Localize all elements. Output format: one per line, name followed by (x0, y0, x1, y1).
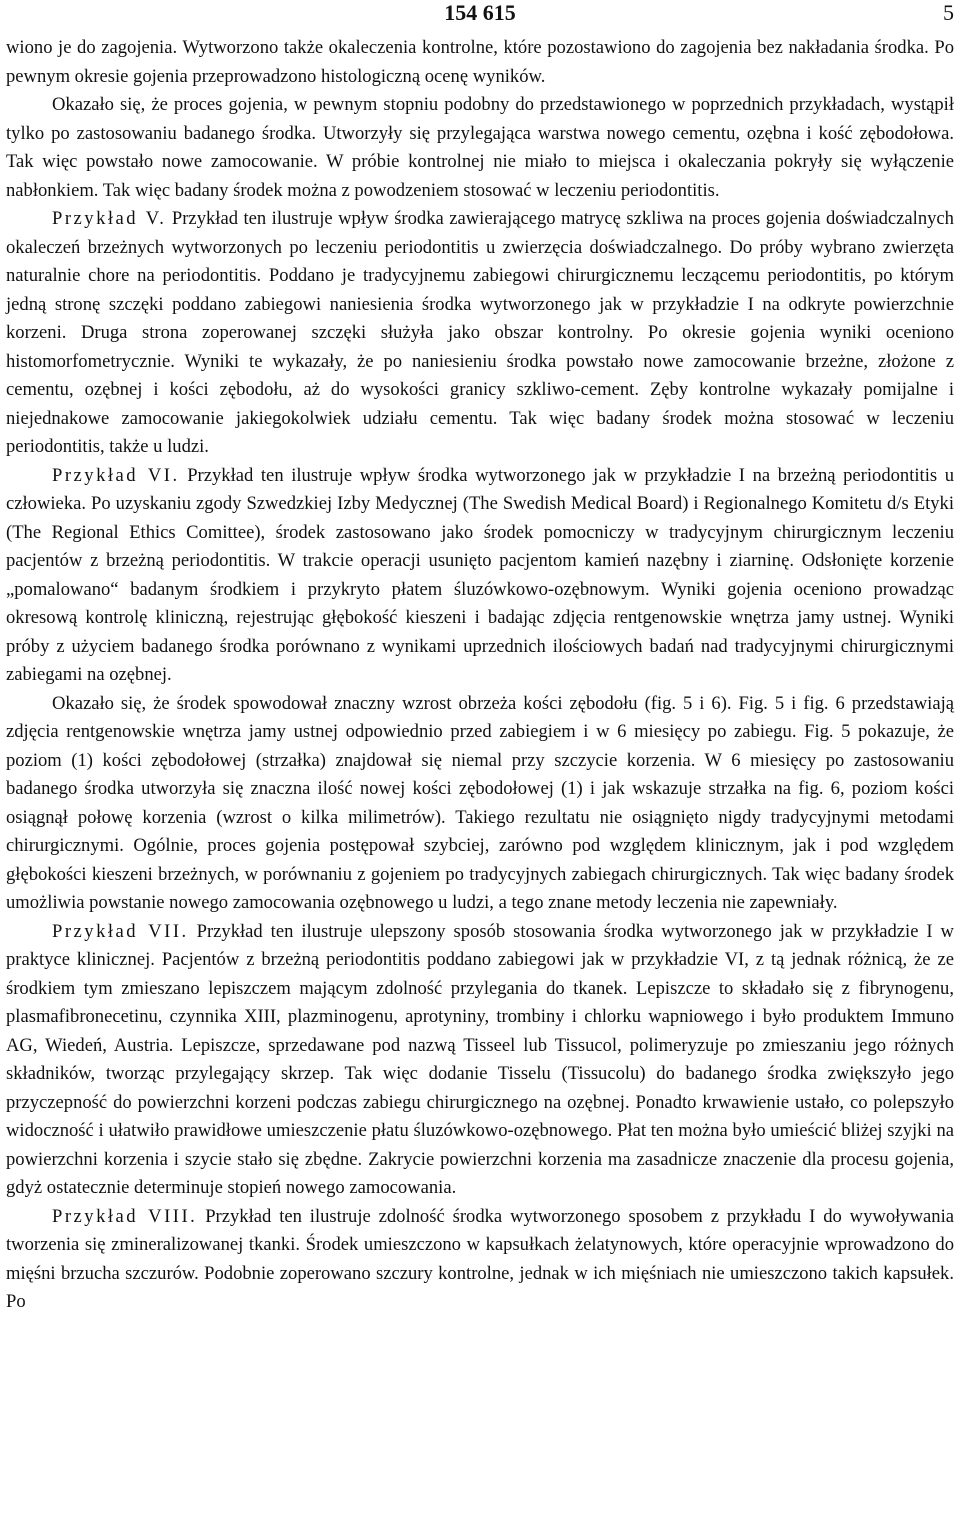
paragraph-example-vi (6, 462, 954, 690)
example-heading: Przykład VIII. (52, 1205, 198, 1227)
body-text (6, 34, 954, 1317)
paragraph-text: Okazało się, że środek spowodował znaczny wzrost obrzeża kości zębodołu (fig. 5 i 6). Fig. 5 i fig. 6 przedstawiają zdjęcia rentgenowskie wnętrza jamy ustnej odpowiednio przed zabiegiem i w 6 miesięcy po zabiegu. Fig. 5 pokazuje, że poziom (1) kości zębodołowej (strzałka) znajdował się niemal przy szczycie korzenia. W 6 miesięcy po zastosowaniu badanego środka utworzyła się znaczna ilość nowej kości zębodołowej (1) i jak wskazuje strzałka na fig. 6, poziom kości osiągnął połowę korzenia (wzrost o kilka milimetrów). Takiego rezultatu nie osiągnięto nigdy tradycyjnymi metodami chirurgicznymi. Ogólnie, proces gojenia postępował szybciej, zarówno pod względem klinicznym, jak i pod względem głębokości kieszeni brzeżnych, w porównaniu z gojeniem po tradycyjnych zabiegach chirurgicznych. Tak więc badany środek umożliwia powstanie nowego zamocowania ozębnowego u ludzi, a tego znane metody leczenia nie zapewniały. (6, 692, 954, 913)
patent-number: 154 615 (444, 0, 516, 25)
page-number: 5 (943, 0, 954, 25)
paragraph-text: Przykład ten ilustruje ulepszony sposób stosowania środka wytworzonego jak w przykładzie I w praktyce klinicznej. Pacjentów z brzeżną periodontitis poddano zabiegowi jak w przykładzie VI, z tą jednak różnicą, że ze środkiem tym zmieszano lepiszczem mającym zdolność przylegania do tkanek. Lepiszcze to składało się z fibrynogenu, plasmafibronecetinu, czynnika XIII, plazminogenu, aprotyniny, trombiny i chlorku wapniowego i było produktem Immuno AG, Wiedeń, Austria. Lepiszcze, sprzedawane pod nazwą Tisseel lub Tissucol, polimeryzuje po zmieszaniu jego różnych składników, tworząc przylegający skrzep. Tak więc dodanie Tisselu (Tissucolu) do badanego środka zwiększyło jego przyczepność do powierzchni korzeni podczas zabiegu chirurgicznego na ozębnej. Ponadto krwawienie ustało, co polepszyło widoczność i ułatwiło prawidłowe umieszczenie płatu śluzówkowo-ozębnowego. Płat ten można było umieścić bliżej szyjki na powierzchni korzenia i szycie stało się zbędne. Zakrycie powierzchni korzenia ma zasadnicze znaczenie dla procesu gojenia, gdyż ostatecznie determinuje stopień nowego zamocowania. (6, 920, 954, 1198)
paragraph-text: Przykład ten ilustruje zdolność środka wytworzonego sposobem z przykładu I do wywoływania tworzenia się zmineralizowanej tkanki. Środek umieszczono w kapsułkach żelatynowych, które operacyjnie wprowadzono do mięśni brzucha szczurów. Podobnie zoperowano szczury kontrolne, jednak w ich mięśniach nie umieszczono takich kapsułek. Po (6, 1205, 954, 1312)
paragraph-text: Okazało się, że proces gojenia, w pewnym stopniu podobny do przedstawionego w poprzednich przykładach, wystąpił tylko po zastosowaniu badanego środka. Utworzyły się przylegająca warstwa nowego cementu, ozębna i kość zębodołowa. Tak więc powstało nowe zamocowanie. W próbie kontrolnej nie miało to miejsca i okaleczania pokryły się wyłączenie nabłonkiem. Tak więc badany środek można z powodzeniem stosować w leczeniu periodontitis. (6, 94, 954, 201)
paragraph-1 (6, 34, 954, 91)
paragraph-results (6, 690, 954, 918)
paragraph-text: Przykład ten ilustruje wpływ środka zawierającego matrycę szkliwa na proces gojenia doświadczalnych okaleczeń brzeżnych wytworzonych po leczeniu periodontitis u zwierzęcia doświadczalnego. Do próby wybrano zwierzęta naturalnie chore na periodontitis. Poddano je tradycyjnemu zabiegowi chirurgicznemu leczącemu periodontitis, po którym jedną stronę szczęki poddano zabiegowi naniesienia środka wytworzonego jak w przykładzie I na odkryte powierzchnie korzeni. Druga strona zoperowanej szczęki służyła jako obszar kontrolny. Po okresie gojenia wyniki oceniono histomorfometrycznie. Wyniki te wykazały, że po naniesieniu środka powstało nowe zamocowanie brzeżne, złożone z cementu, ozębnej i kości zębodołu, aż do wysokości granicy szkliwo-cement. Zęby kontrolne wykazały pomijalne i niejednakowe zamocowanie jakiegokolwiek udziału cementu. Tak więc badany środek można stosować w leczeniu periodontitis, także u ludzi. (6, 208, 954, 457)
example-heading: Przykład VII. (52, 920, 189, 942)
example-heading: Przykład VI. (52, 464, 180, 486)
page-header (0, 0, 960, 26)
paragraph-text: wiono je do zagojenia. Wytworzono także okaleczenia kontrolne, które pozostawiono do zagojenia bez nakładania środka. Po pewnym okresie gojenia przeprowadzono histologiczną ocenę wyników. (6, 37, 954, 87)
paragraph-example-vii (6, 918, 954, 1203)
example-heading: Przykład V. (52, 208, 167, 229)
paragraph-2 (6, 91, 954, 205)
paragraph-example-viii (6, 1203, 954, 1317)
paragraph-example-v (6, 205, 954, 462)
paragraph-text: Przykład ten ilustruje wpływ środka wytworzonego jak w przykładzie I na brzeżną periodontitis u człowieka. Po uzyskaniu zgody Szwedzkiej Izby Medycznej (The Swedish Medical Board) i Regionalnego Komitetu d/s Etyki (The Regional Ethics Comittee), środek zastosowano jako środek pomocniczy w tradycyjnym chirurgicznym leczeniu pacjentów z brzeżną periodontitis. W trakcie operacji usunięto pacjentom kamień nazębny i ziarninę. Odsłonięte korzenie „pomalowano“ badanym środkiem i przykryto płatem śluzówkowo-ozębnowym. Wyniki gojenia oceniono prowadząc okresową kontrolę kliniczną, rejestrując głębokość kieszeni i badając zdjęcia rentgenowskie wnętrza jamy ustnej. Wyniki próby z użyciem badanego środka porównano z wynikami uprzednich ilościowych badań nad tradycyjnymi chirurgicznymi zabiegami na ozębnej. (6, 464, 954, 685)
